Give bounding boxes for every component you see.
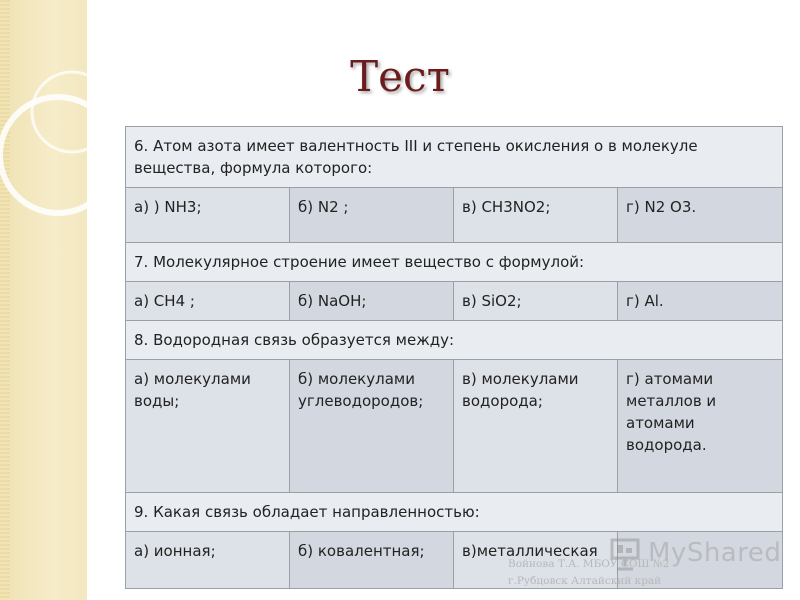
watermark-brand: MyShared [648,538,782,568]
answer-row-8 [126,360,783,493]
answer-6d: г) N2 O3. [618,188,783,243]
question-6: 6. Атом азота имеет валентность III и степень окисления о в молекуле вещества, формула которого: [126,127,783,188]
answer-9c: в)металлическая [454,532,618,589]
answer-7a: а) CH4 ; [126,282,290,321]
question-row-8 [126,321,783,360]
answer-6c: в) CH3NO2; [454,188,618,243]
question-7: 7. Молекулярное строение имеет вещество с формулой: [126,243,783,282]
answer-8b: б) молекулами углеводородов; [290,360,454,493]
answer-7d: г) Al. [618,282,783,321]
answer-9b: б) ковалентная; [290,532,454,589]
credit-line-2: г.Рубцовск Алтайский край [508,575,662,587]
answer-9a: а) ионная; [126,532,290,589]
decorative-circle-outer [0,97,116,213]
answer-8a: а) молекулами воды; [126,360,290,493]
test-table [125,126,783,589]
answer-row-7 [126,282,783,321]
answer-7b: б) NaOH; [290,282,454,321]
slide-title: Тест [350,52,450,101]
question-row-6 [126,127,783,188]
answer-row-6 [126,188,783,243]
question-row-7 [126,243,783,282]
author-credit [508,556,669,590]
question-9: 9. Какая связь обладает направленностью: [126,493,783,532]
question-row-9 [126,493,783,532]
decorative-circles [0,0,140,220]
credit-line-1: Войнова Т.А. МБОУ СОШ №2 [508,558,670,570]
answer-6b: б) N2 ; [290,188,454,243]
question-8: 8. Водородная связь образуется между: [126,321,783,360]
answer-6a: а) ) NH3; [126,188,290,243]
answer-8d: г) атомами металлов и атомами водорода. [618,360,783,493]
answer-7c: в) SiO2; [454,282,618,321]
answer-8c: в) молекулами водорода; [454,360,618,493]
